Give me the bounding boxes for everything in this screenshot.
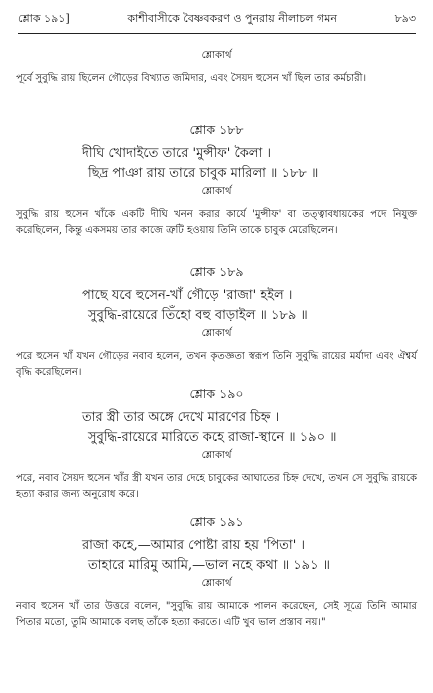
page-header	[18, 10, 416, 34]
verse-heading: শ্লোক ১৮৯	[189, 264, 244, 279]
verse-line: তার স্ত্রী তার অঙ্গে দেখে মারণের চিহ্ন ।	[82, 410, 280, 425]
header-page-number: ৮৯৩	[394, 12, 416, 25]
verse-line: তাহারে মারিমু আমি,—ভাল নহে কথা ॥ ১৯১ ॥	[88, 558, 330, 573]
translation-label: শ্লোকার্থ	[201, 450, 232, 461]
verse-line: পাছে যবে হুসেন-খাঁ গৌড়ে 'রাজা' হইল ।	[82, 288, 293, 303]
verse-line: দীঘি খোদাইতে তারে 'মুন্সীফ' কৈলা ।	[82, 146, 272, 161]
verse-block-188	[0, 122, 433, 239]
translation-label: শ্লোকার্থ	[201, 578, 232, 589]
verse-line: সুবুদ্ধি-রায়েরে মারিতে কহে রাজা-স্থানে ॥ ১৯০ ॥	[88, 430, 337, 445]
intro-section	[0, 48, 433, 87]
verse-block-189	[0, 264, 433, 381]
verse-text	[0, 144, 433, 184]
verse-heading: শ্লোক ১৯০	[189, 386, 244, 401]
verse-text	[0, 408, 433, 448]
header-verse-ref: শ্লোক ১৯১]	[18, 12, 70, 25]
verse-block-191	[0, 514, 433, 631]
translation-text: সুবুদ্ধি রায় হুসেন খাঁকে একটি দীঘি খনন করার কার্যে 'মুন্সীফ' বা তত্ত্বাবধায়কের পদে নিযুক্ত করেছিলেন, কিন্তু একসময় তার কাজে ত্রুটি হওয়ায় তিনি তাকে চাবুক মেরেছিলেন।	[16, 209, 417, 236]
translation-label: শ্লোকার্থ	[201, 186, 232, 197]
verse-text	[0, 536, 433, 576]
verse-heading: শ্লোক ১৮৮	[189, 122, 244, 137]
verse-heading: শ্লোক ১৯১	[189, 514, 244, 529]
translation-label: শ্লোকার্থ	[201, 50, 232, 61]
translation-label: শ্লোকার্থ	[201, 328, 232, 339]
translation-text: পূর্বে সুবুদ্ধি রায় ছিলেন গৌড়ের বিখ্যাত জমিদার, এবং সৈয়দ হুসেন খাঁ ছিল তার কর্মচারী।	[16, 73, 367, 84]
translation-text: নবাব হুসেন খাঁ তার উত্তরে বলেন, "সুবুদ্ধি রায় আমাকে পালন করেছেন, সেই সূত্রে তিনি আমার পিতার মতো, তুমি আমাকে বলছ তাঁকে হত্যা করতে। এটি খুব ভাল প্রস্তাব নয়।"	[16, 601, 417, 628]
header-chapter-title: কাশীবাসীকে বৈষ্ণবকরণ ও পুনরায় নীলাচল গমন	[127, 12, 337, 25]
verse-block-190	[0, 386, 433, 503]
verse-line: রাজা কহে,—আমার পোষ্টা রায় হয় 'পিতা' ।	[82, 538, 306, 553]
verse-text	[0, 286, 433, 326]
verse-line: সুবুদ্ধি-রায়েরে তিঁহো বহু বাড়াইল ॥ ১৮৯ ॥	[88, 308, 308, 323]
translation-text: পরে হুসেন খাঁ যখন গৌড়ের নবাব হলেন, তখন কৃতজ্ঞতা স্বরূপ তিনি সুবুদ্ধি রায়ের মর্যাদা এবং ঐশ্বর্য বৃদ্ধি করেছিলেন।	[16, 351, 417, 378]
verse-line: ছিদ্র পাঞা রায় তারে চাবুক মারিলা ॥ ১৮৮ ॥	[88, 166, 319, 181]
translation-text: পরে, নবাব সৈয়দ হুসেন খাঁর স্ত্রী যখন তার দেহে চাবুকের আঘাতের চিহ্ন দেখে, তখন সে সুবুদ্ধি রায়কে হত্যা করার জন্য অনুরোধ করে।	[16, 473, 417, 500]
